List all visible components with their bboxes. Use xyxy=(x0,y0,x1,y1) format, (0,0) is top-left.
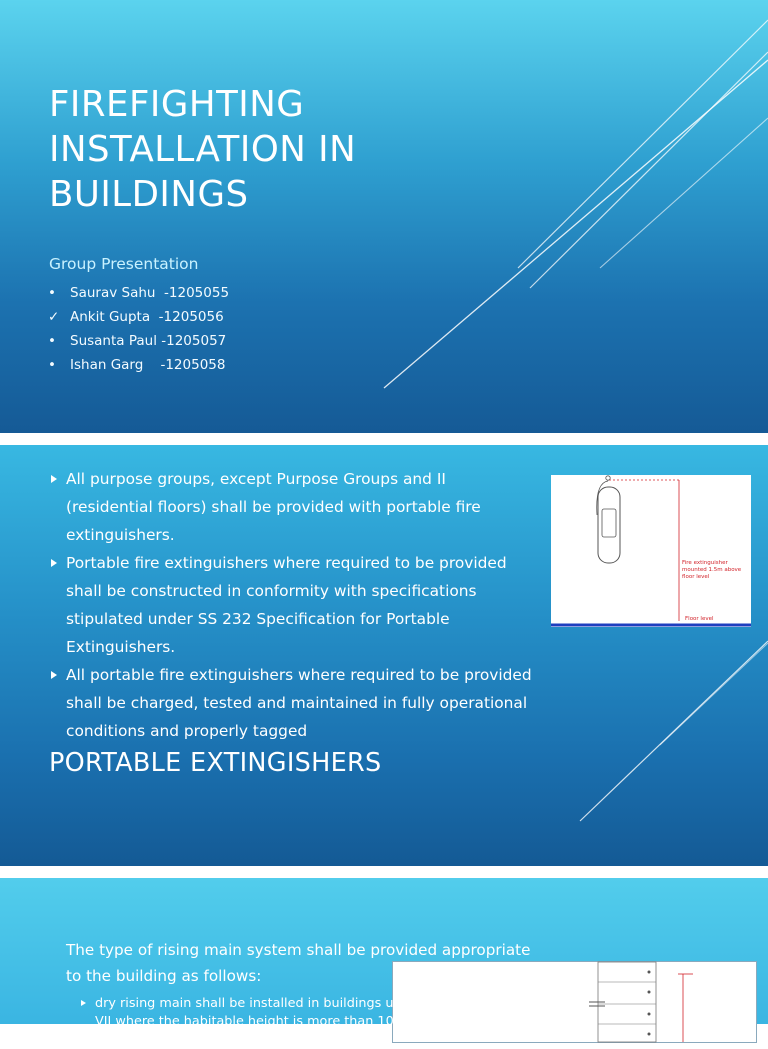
triangle-bullet-icon xyxy=(51,559,57,567)
member-name: Saurav Sahu -1205055 xyxy=(70,285,230,301)
member-item xyxy=(48,353,229,377)
presentation-subtitle: Group Presentation xyxy=(49,255,199,273)
bullet-item xyxy=(80,995,560,1049)
slide-separator xyxy=(0,433,768,445)
member-item xyxy=(48,305,229,329)
presentation-title: FIREFIGHTING INSTALLATION IN BUILDINGS xyxy=(49,84,357,215)
slide-heading: PORTABLE EXTINGISHERS xyxy=(49,748,382,778)
member-name: Susanta Paul -1205057 xyxy=(70,333,227,349)
bullet-marker: • xyxy=(48,357,56,373)
extinguisher-drawing xyxy=(551,475,751,627)
bullet-text: Portable fire extinguishers where required to be provided shall be constructed in conformity with specifications stipulated under SS 232 Specification for Portable Extinguishers. xyxy=(66,554,507,656)
rising-main-slide xyxy=(0,878,768,1047)
bullet-text: All purpose groups, except Purpose Groups and II (residential floors) shall be provided with portable fire extinguishers. xyxy=(66,470,481,544)
bullet-marker: • xyxy=(48,285,56,301)
figure-annotation: Fire extinguisher mounted 1.5m above floor level xyxy=(682,560,742,580)
bullet-text: All portable fire extinguishers where required to be provided shall be charged, tested and maintained in fully operational conditions and properly tagged xyxy=(66,666,532,740)
portable-extinguishers-slide xyxy=(0,445,768,866)
extinguisher-bullets xyxy=(50,465,536,745)
extinguisher-figure xyxy=(551,475,751,627)
bullet-item xyxy=(50,661,536,745)
triangle-bullet-icon xyxy=(81,1000,86,1006)
triangle-bullet-icon xyxy=(51,671,57,679)
bullet-item xyxy=(50,465,536,549)
member-list xyxy=(48,281,229,377)
checkmark-icon: ✓ xyxy=(48,309,60,325)
floor-level-label: Floor level xyxy=(685,616,714,622)
title-slide xyxy=(0,0,768,433)
bullet-marker: • xyxy=(48,333,56,349)
member-name: Ankit Gupta -1205056 xyxy=(70,309,224,325)
bullet-text: dry rising main shall be installed in buildings under purpose group IV, V, VII where the habitable height is more than 10m, but does not exceed 60m. xyxy=(95,996,558,1047)
member-item xyxy=(48,281,229,305)
member-name: Ishan Garg -1205058 xyxy=(70,357,226,373)
member-item xyxy=(48,329,229,353)
rising-main-bullets xyxy=(80,995,560,1049)
intro-text: The type of rising main system shall be provided appropriate to the building as follows: xyxy=(66,941,531,985)
bullet-item xyxy=(50,549,536,661)
triangle-bullet-icon xyxy=(51,475,57,483)
slide-separator xyxy=(0,866,768,878)
